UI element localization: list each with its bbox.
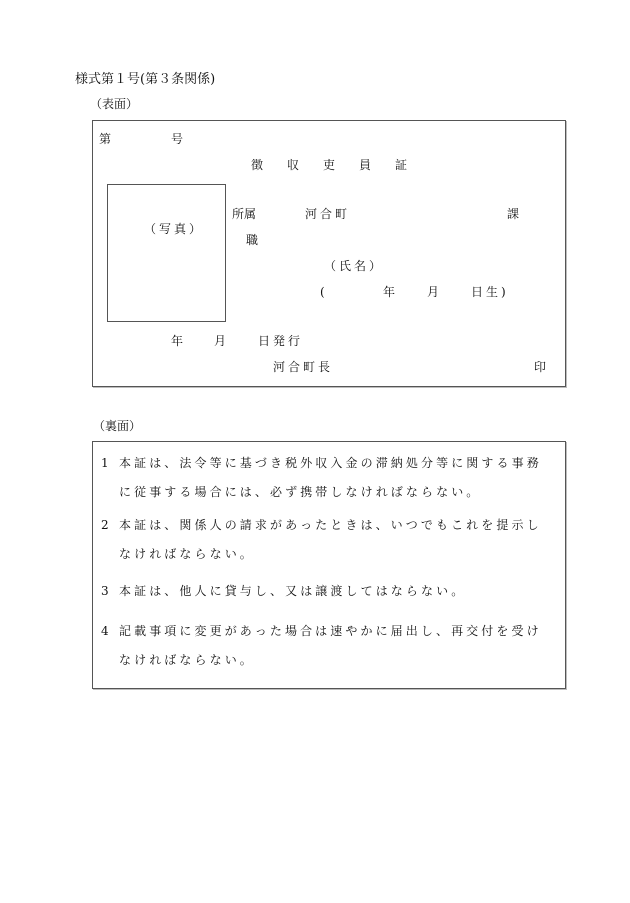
form-title: 様式第１号(第３条関係) [75, 72, 216, 87]
list-item [101, 449, 547, 507]
item-number: 3 [101, 584, 109, 598]
birth-open-paren: ( [320, 285, 325, 299]
mayor-title: 河合町長 [273, 360, 334, 374]
front-side-label: （表面） [90, 97, 139, 111]
affiliation-label: 所属 [232, 207, 257, 221]
birth-month: 月 [427, 285, 440, 299]
item-text: 本証は、他人に貸与し、又は譲渡してはならない。 [119, 584, 467, 598]
back-card [92, 441, 566, 689]
item-number: 2 [101, 518, 109, 532]
card-title: 徴 収 吏 員 証 [251, 158, 408, 172]
town-name: 河合町 [305, 207, 351, 221]
back-side-label: （裏面） [93, 419, 142, 433]
photo-placeholder [107, 184, 226, 322]
number-suffix: 号 [171, 132, 184, 146]
section-suffix: 課 [507, 207, 520, 221]
birth-day: 日生) [471, 285, 509, 299]
issue-year: 年 [171, 334, 184, 348]
item-text: 記載事項に変更があった場合は速やかに届出し、再交付を受けなければならない。 [119, 624, 542, 667]
list-item [101, 577, 547, 606]
number-prefix: 第 [99, 132, 112, 146]
issue-month: 月 [214, 334, 227, 348]
issue-day: 日発行 [258, 334, 304, 348]
list-item [101, 617, 547, 675]
position-label: 職 [246, 233, 259, 247]
birth-year: 年 [383, 285, 396, 299]
list-item [101, 511, 547, 569]
item-text: 本証は、関係人の請求があったときは、いつでもこれを提示しなければならない。 [119, 518, 542, 561]
front-card [92, 120, 566, 387]
item-number: 4 [101, 624, 109, 638]
seal-mark: 印 [534, 360, 547, 374]
name-label: （氏名） [324, 259, 385, 273]
item-text: 本証は、法令等に基づき税外収入金の滞納処分等に関する事務に従事する場合には、必ず携帯しなければならない。 [119, 456, 542, 499]
item-number: 1 [101, 456, 109, 470]
photo-label: （写真） [144, 222, 205, 236]
